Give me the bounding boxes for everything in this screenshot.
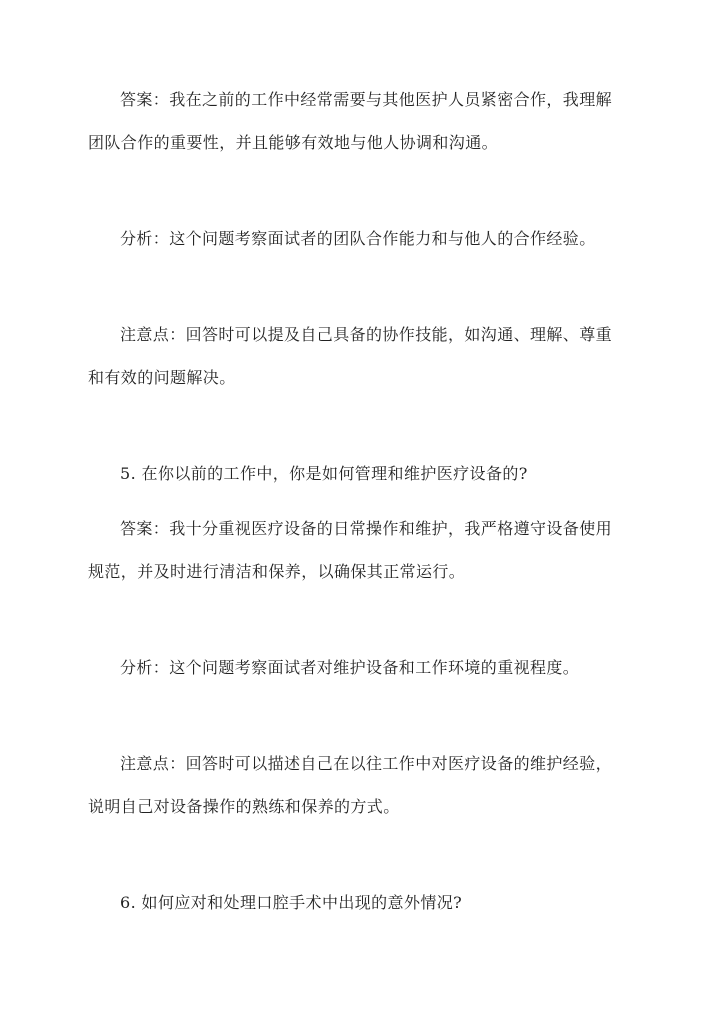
- note-4-line-1: 注意点：回答时可以提及自己具备的协作技能，如沟通、理解、尊重: [120, 325, 613, 344]
- analysis-4: 分析：这个问题考察面试者的团队合作能力和与他人的合作经验。: [120, 229, 596, 248]
- question-5: 5. 在你以前的工作中，你是如何管理和维护医疗设备的?: [120, 464, 528, 483]
- answer-4-line-2: 团队合作的重要性，并且能够有效地与他人协调和沟通。: [88, 133, 499, 152]
- note-4-line-2: 和有效的问题解决。: [88, 368, 236, 387]
- answer-5-line-1: 答案：我十分重视医疗设备的日常操作和维护，我严格遵守设备使用: [120, 519, 613, 538]
- note-5-line-1: 注意点：回答时可以描述自己在以往工作中对医疗设备的维护经验，: [120, 754, 613, 773]
- note-5-line-2: 说明自己对设备操作的熟练和保养的方式。: [88, 797, 400, 816]
- answer-5-line-2: 规范，并及时进行清洁和保养，以确保其正常运行。: [88, 562, 466, 581]
- answer-4-line-1: 答案：我在之前的工作中经常需要与其他医护人员紧密合作，我理解: [120, 90, 613, 109]
- analysis-5: 分析：这个问题考察面试者对维护设备和工作环境的重视程度。: [120, 658, 580, 677]
- question-6: 6. 如何应对和处理口腔手术中出现的意外情况?: [120, 893, 463, 912]
